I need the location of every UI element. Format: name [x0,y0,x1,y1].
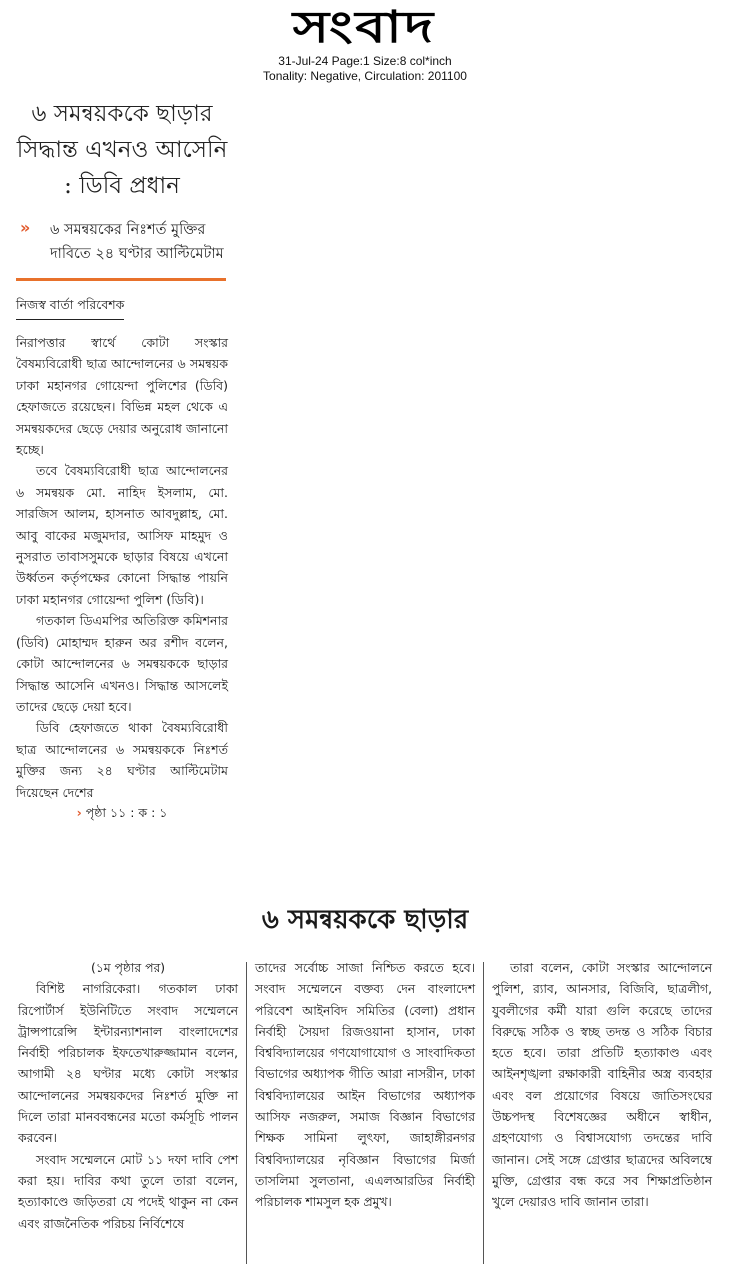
column-divider [483,962,484,1264]
double-chevron-icon: » [20,218,28,237]
body-paragraph: বিশিষ্ট নাগরিকেরা। গতকাল ঢাকা রিপোর্টার্স ইউনিটিতে সংবাদ সম্মেলনে ট্রান্সপারেন্সি ইন্টারন্যাশনাল বাংলাদেশের নির্বাহী পরিচালক ইফতেখারুজ্জামান বলেন, আগামী ২৪ ঘণ্টার মধ্যে কোটা সংস্কার আন্দোলনের সমন্বয়কদের নিঃশর্ত মুক্তি না দিলে তারা মানববন্ধনের মতো কর্মসূচি পালন করবেন। [18,982,238,1146]
column-divider [246,962,247,1264]
front-page-article [16,96,228,825]
article-subhead-block [16,218,228,266]
continuation-column-3 [492,958,712,1268]
continued-on-page [16,805,228,825]
continuation-headline: ৬ সমন্বয়ককে ছাড়ার [261,905,469,935]
article-byline: নিজস্ব বার্তা পরিবেশক [16,297,124,320]
continued-from-note: (১ম পৃষ্ঠার পর) [90,961,166,975]
body-paragraph: নিরাপত্তার স্বার্থে কোটা সংস্কার বৈষম্যবিরোধী ছাত্র আন্দোলনের ৬ সমন্বয়ক ঢাকা মহানগর গোয়েন্দা পুলিশের (ডিবি) হেফাজতে রয়েছেন। বিভিন্ন মহল থেকে এ সমন্বয়কদের ছেড়ে দেয়ার অনুরোধ জানানো হচ্ছে। [16,335,228,458]
body-paragraph: ডিবি হেফাজতে থাকা বৈষম্যবিরোধী ছাত্র আন্দোলনের ৬ সমন্বয়ককে নিঃশর্ত মুক্তির জন্য ২৪ ঘণ্টার আল্টিমেটাম দিয়েছেন দেশের [16,720,228,800]
body-paragraph: তাদের সর্বোচ্চ সাজা নিশ্চিত করতে হবে। সংবাদ সম্মেলনে বক্তব্য দেন বাংলাদেশ পরিবেশ আইনবিদ সমিতির (বেলা) প্রধান নির্বাহী সৈয়দা রিজওয়ানা হাসান, ঢাকা বিশ্ববিদ্যালয়ের গণযোগাযোগ ও সাংবাদিকতা বিভাগের অধ্যাপক গীতি আরা নাসরীন, ঢাকা বিশ্ববিদ্যালয়ের আইন বিভাগের অধ্যাপক আসিফ নজরুল, সমাজ বিজ্ঞান বিভাগের শিক্ষক সামিনা লুৎফা, জাহাঙ্গীরনগর বিশ্ববিদ্যালয়ের নৃবিজ্ঞান বিভাগের মির্জা তাসলিমা সুলতানা, এএলআরডির নির্বাহী পরিচালক শামসুল হক প্রমুখ। [255,961,475,1210]
newspaper-logo: সংবাদ [292,2,436,53]
body-paragraph: সংবাদ সম্মেলনে মোট ১১ দফা দাবি পেশ করা হয়। দাবির কথা তুলে তারা বলেন, হত্যাকাণ্ডে জড়িতরা যে পদেই থাকুন না কেন এবং রাজনৈতিক পরিচয় নির্বিশেষে [18,1152,238,1231]
article-headline: ৬ সমন্বয়ককে ছাড়ার সিদ্ধান্ত এখনও আসেনি : ডিবি প্রধান [16,101,228,199]
article-subhead: ৬ সমন্বয়কের নিঃশর্ত মুক্তির দাবিতে ২৪ ঘণ্টার আল্টিমেটাম [50,222,224,262]
body-paragraph: তারা বলেন, কোটা সংস্কার আন্দোলনে পুলিশ, র‍্যাব, আনসার, বিজিবি, ছাত্রলীগ, যুবলীগের কর্মী যারা গুলি করেছে তাদের বিরুদ্ধে সঠিক ও স্বচ্ছ তদন্ত ও সঠিক বিচার হতে হবে। তারা প্রতিটি হত্যাকাণ্ড এবং আইনশৃঙ্খলা রক্ষাকারী বাহিনীর অস্ত্র ব্যবহার এবং বল প্রয়োগের বিষয়ে জাতিসংঘের উচ্চপদস্থ বিশেষজ্ঞের অধীনে স্বাধীন, গ্রহণযোগ্য ও বিশ্বাসযোগ্য তদন্তের দাবি জানান। সেই সঙ্গে গ্রেপ্তার ছাত্রদের অবিলম্বে মুক্তি, গ্রেপ্তার বন্ধ করে সব শিক্ষাপ্রতিষ্ঠান খুলে দেয়ারও দাবি জানান তারা। [492,961,712,1210]
continuation-column-2 [255,958,475,1268]
masthead [226,2,502,54]
continuation-columns [18,958,712,1268]
chevron-right-icon: › [76,804,82,820]
section-divider [16,278,226,281]
body-paragraph: তবে বৈষম্যবিরোধী ছাত্র আন্দোলনের ৬ সমন্বয়ক মো. নাহিদ ইসলাম, মো. সারজিস আলম, হাসনাত আবদুল্লাহ, মো. আবু বাকের মজুমদার, আসিফ মাহমুদ ও নুসরাত তাবাসসুমকে ছাড়ার বিষয়ে এখনো উর্ধ্বতন কর্তৃপক্ষের কোনো সিদ্ধান্ত পায়নি ঢাকা মহানগর গোয়েন্দা পুলিশ (ডিবি)। [16,463,228,607]
clipping-meta-line: 31-Jul-24 Page:1 Size:8 col*inch [278,54,452,68]
continuation-column-1 [18,958,238,1268]
body-paragraph: গতকাল ডিএমপির অতিরিক্ত কমিশনার (ডিবি) মোহাম্মদ হারুন অর রশীদ বলেন, কোটা আন্দোলনের ৬ সমন্বয়ককে ছাড়ার সিদ্ধান্ত আসেনি এখনও। সিদ্ধান্ত আসলেই তাদের ছেড়ে দেয়া হবে। [16,613,228,714]
clipping-tonality-line: Tonality: Negative, Circulation: 201100 [263,69,467,83]
jump-reference: পৃষ্ঠা ১১ : ক : ১ [85,804,168,820]
article-body [16,332,228,803]
